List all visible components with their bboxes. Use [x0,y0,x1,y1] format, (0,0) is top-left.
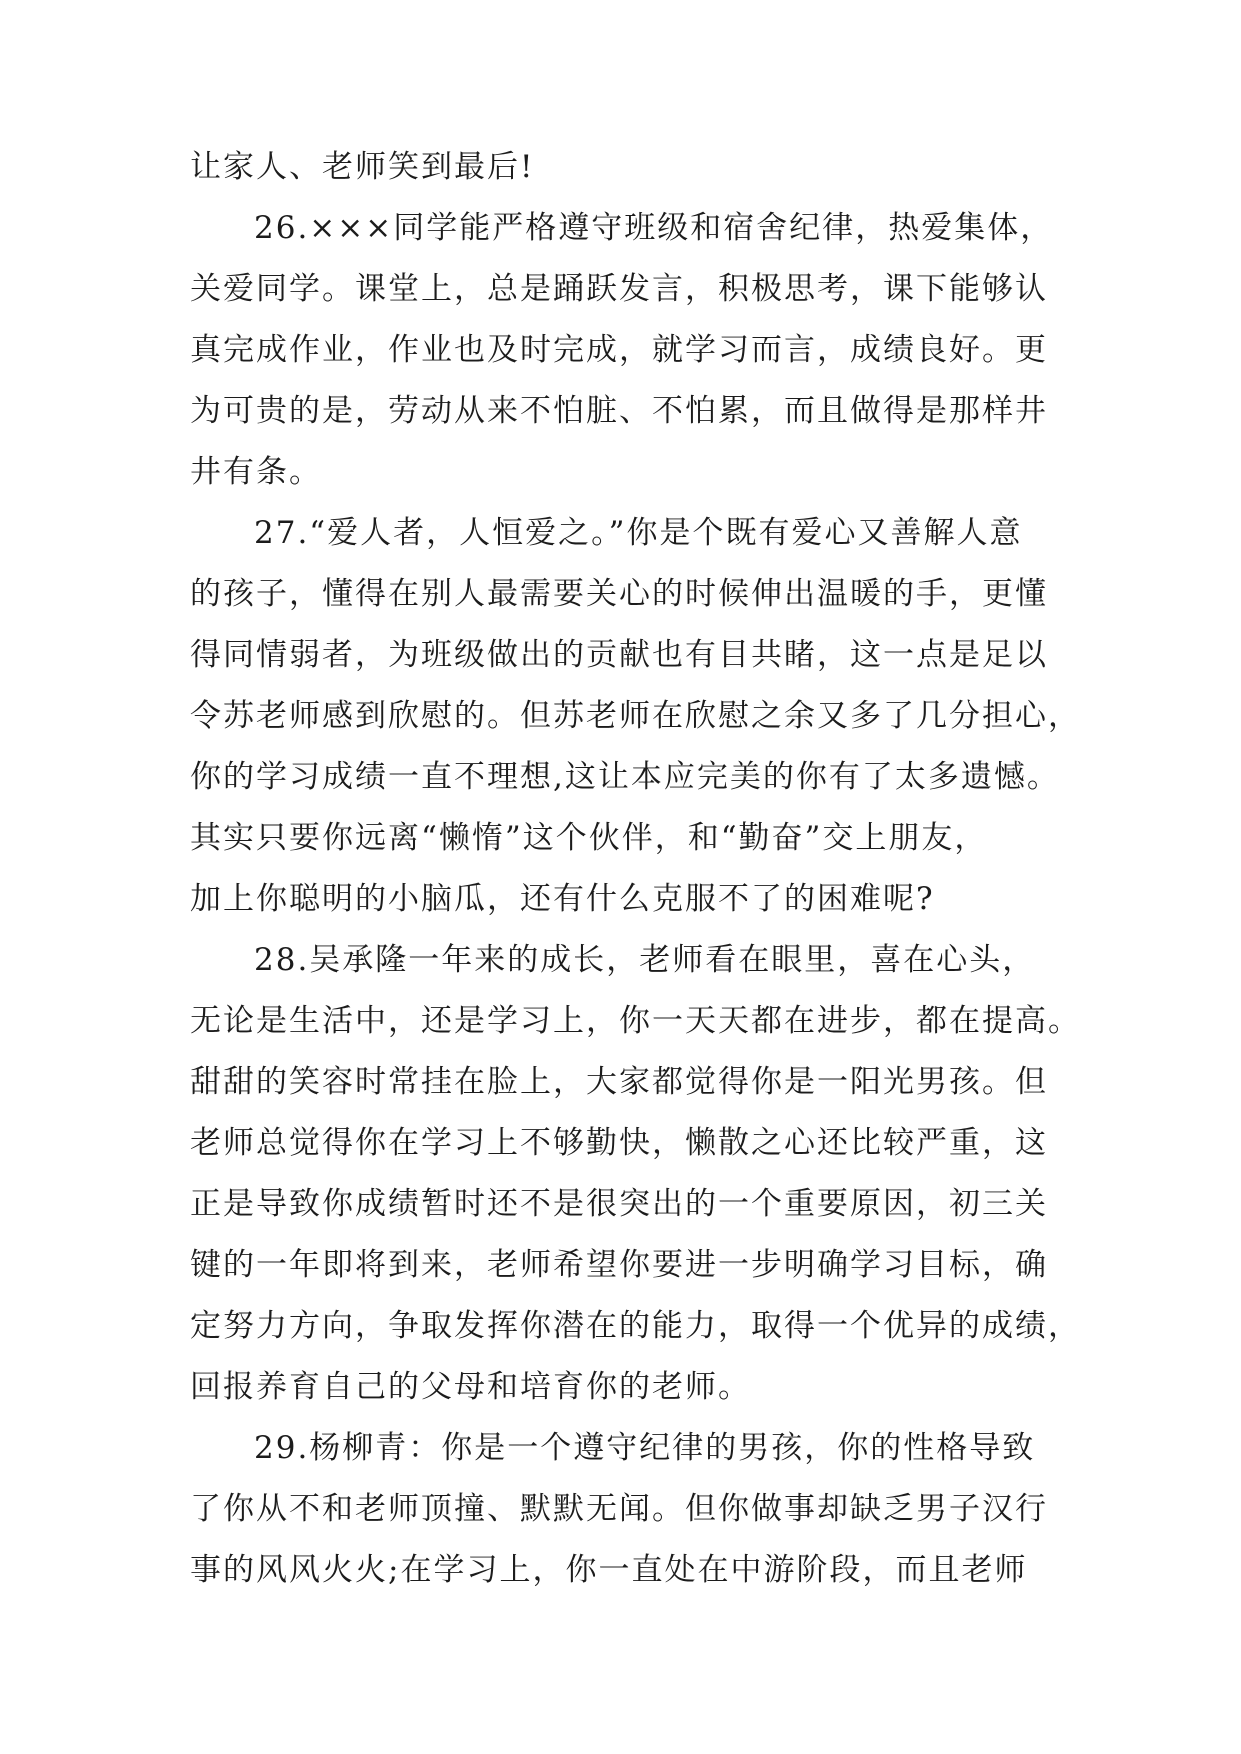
text-line: 26.×××同学能严格遵守班级和宿舍纪律，热爱集体， [254,210,1054,246]
text-line: 加上你聪明的小脑瓜，还有什么克服不了的困难呢? [190,881,935,917]
text-line: 让家人、老师笑到最后! [190,149,535,185]
text-line: 正是导致你成绩暂时还不是很突出的一个重要原因，初三关 [190,1186,1048,1222]
text-line: 得同情弱者，为班级做出的贡献也有目共睹，这一点是足以 [190,637,1048,673]
text-line: 真完成作业，作业也及时完成，就学习而言，成绩良好。更 [190,332,1048,368]
text-line: 28.吴承隆一年来的成长，老师看在眼里，喜在心头， [254,942,1036,978]
text-line: 回报养育自己的父母和培育你的老师。 [190,1369,751,1405]
text-line: 定努力方向，争取发挥你潜在的能力，取得一个优异的成绩， [190,1308,1081,1344]
text-line: 事的风风火火;在学习上，你一直处在中游阶段，而且老师 [190,1552,1028,1588]
text-line: 27.“爱人者，人恒爱之。”你是个既有爱心又善解人意 [254,515,1023,551]
text-line: 令苏老师感到欣慰的。但苏老师在欣慰之余又多了几分担心， [190,698,1081,734]
text-line: 你的学习成绩一直不理想,这让本应完美的你有了太多遗憾。 [190,759,1060,795]
text-line: 为可贵的是，劳动从来不怕脏、不怕累，而且做得是那样井 [190,393,1048,429]
text-line: 其实只要你远离“懒惰”这个伙伴，和“勤奋”交上朋友， [190,820,988,856]
text-line: 了你从不和老师顶撞、默默无闻。但你做事却缺乏男子汉行 [190,1491,1048,1527]
text-line: 29.杨柳青：你是一个遵守纪律的男孩，你的性格导致 [254,1430,1036,1466]
text-line: 老师总觉得你在学习上不够勤快，懒散之心还比较严重，这 [190,1125,1048,1161]
text-line: 的孩子，懂得在别人最需要关心的时候伸出温暖的手，更懂 [190,576,1048,612]
text-line: 键的一年即将到来，老师希望你要进一步明确学习目标，确 [190,1247,1048,1283]
text-line: 甜甜的笑容时常挂在脸上，大家都觉得你是一阳光男孩。但 [190,1064,1048,1100]
text-line: 无论是生活中，还是学习上，你一天天都在进步，都在提高。 [190,1003,1081,1039]
text-line: 关爱同学。课堂上，总是踊跃发言，积极思考，课下能够认 [190,271,1048,307]
text-line: 井有条。 [190,454,322,490]
